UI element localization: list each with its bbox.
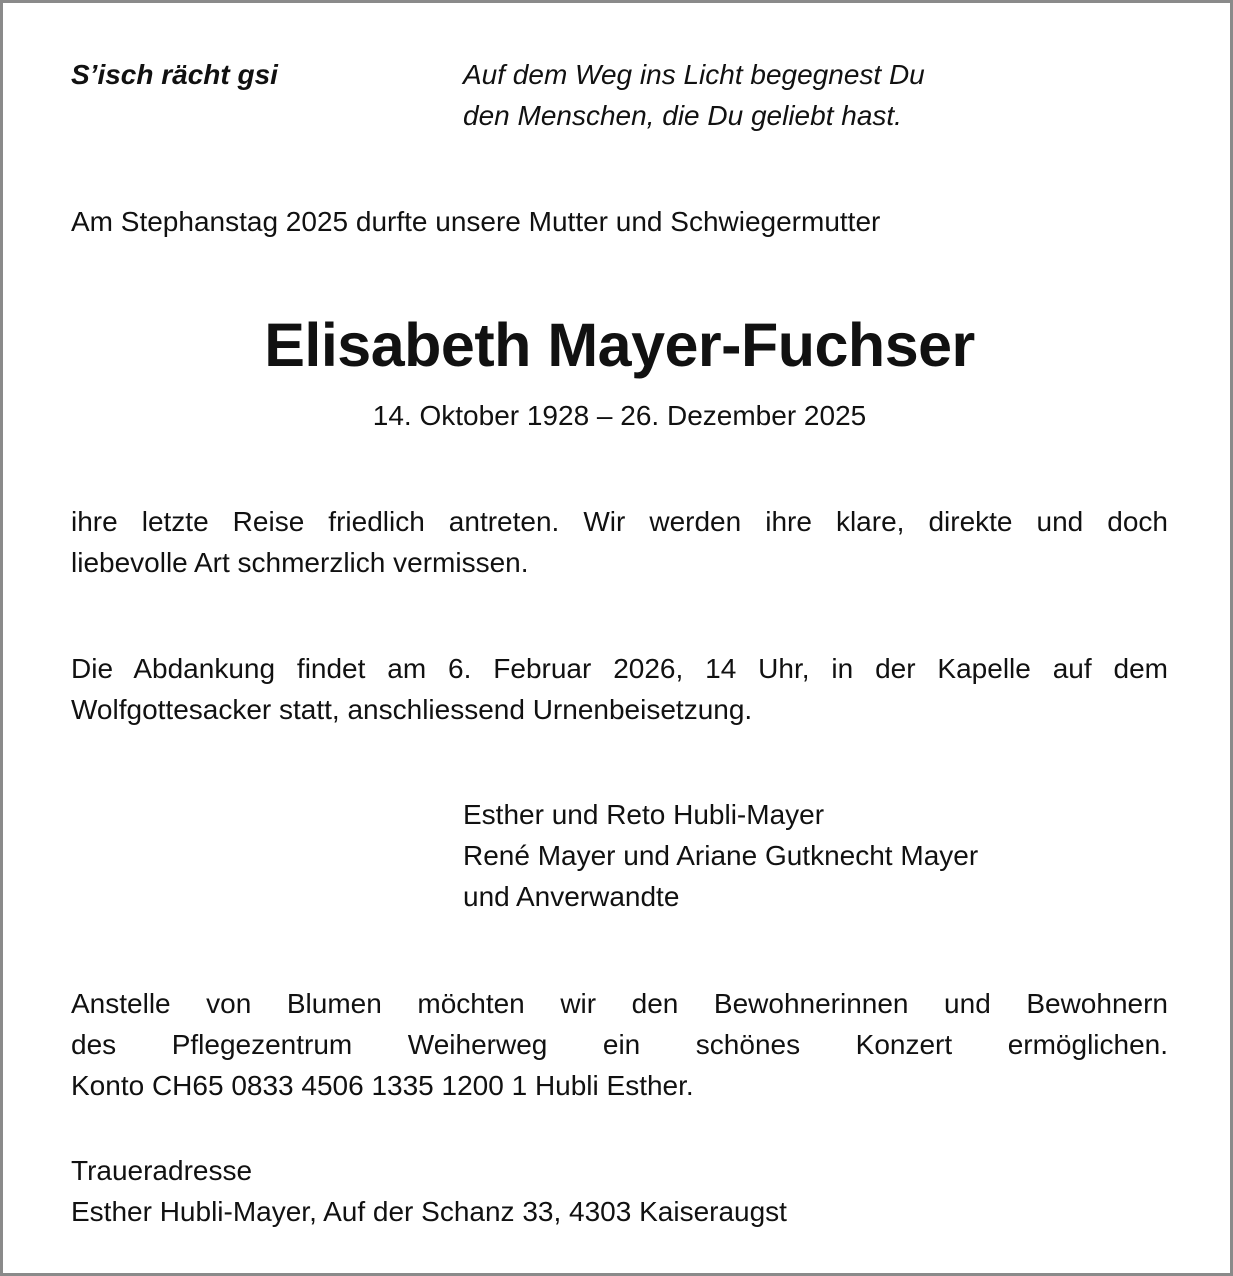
paragraph-line: liebevolle Art schmerzlich vermissen. — [71, 547, 529, 578]
intro-text: Am Stephanstag 2025 durfte unsere Mutter und Schwiegermutter — [71, 206, 881, 237]
paragraph-line: des Pflegezentrum Weiherweg ein schönes Konzert ermöglichen. — [71, 1029, 1168, 1060]
motto-left: S’isch rächt gsi — [71, 59, 278, 90]
signer-line: René Mayer und Ariane Gutknecht Mayer — [463, 840, 979, 871]
paragraph-line: Wolfgottesacker statt, anschliessend Urnenbeisetzung. — [71, 694, 753, 725]
signer-line: und Anverwandte — [463, 881, 680, 912]
motto-right-line: Auf dem Weg ins Licht begegnest Du — [463, 59, 925, 90]
motto-right — [463, 54, 925, 136]
address-value: Esther Hubli-Mayer, Auf der Schanz 33, 4303 Kaiseraugst — [71, 1196, 787, 1227]
paragraph-line: Die Abdankung findet am 6. Februar 2026, 14 Uhr, in der Kapelle auf dem — [71, 653, 1168, 684]
paragraph-farewell — [71, 501, 1168, 583]
mourning-address — [71, 1150, 787, 1232]
paragraph-donation — [71, 983, 1168, 1106]
paragraph-line: ihre letzte Reise friedlich antreten. Wir werden ihre klare, direkte und doch — [71, 506, 1168, 537]
paragraph-ceremony — [71, 648, 1168, 730]
address-label: Traueradresse — [71, 1155, 253, 1186]
paragraph-line: Anstelle von Blumen möchten wir den Bewohnerinnen und Bewohnern — [71, 988, 1168, 1019]
signer-line: Esther und Reto Hubli-Mayer — [463, 799, 825, 830]
signers-list — [463, 794, 978, 917]
bank-account-line: Konto CH65 0833 4506 1335 1200 1 Hubli Esther. — [71, 1070, 694, 1101]
motto-right-line: den Menschen, die Du geliebt hast. — [463, 100, 902, 131]
deceased-name: Elisabeth Mayer-Fuchser — [264, 311, 975, 379]
deceased-dates: 14. Oktober 1928 – 26. Dezember 2025 — [372, 400, 867, 431]
